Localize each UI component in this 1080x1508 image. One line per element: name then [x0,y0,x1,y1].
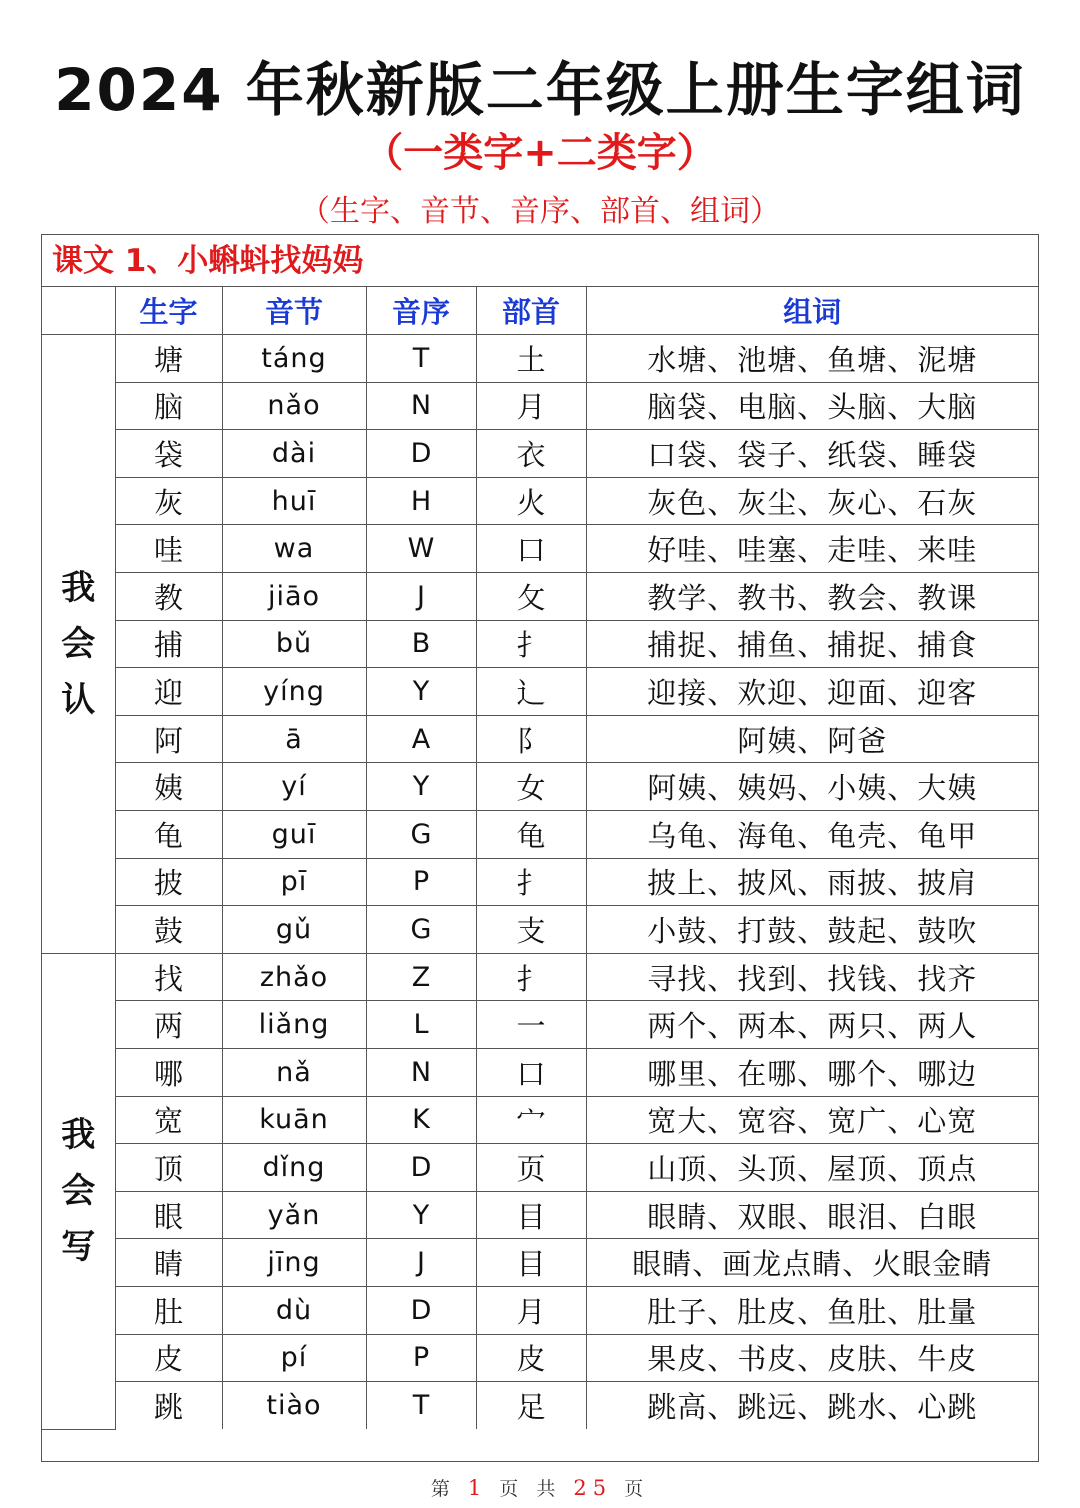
vocabulary-table [42,287,1038,1430]
cell-radical: 皮 [476,1334,586,1382]
table-row [42,430,1038,478]
cell-radical: 目 [476,1239,586,1287]
cell-words: 乌龟、海龟、龟壳、龟甲 [586,811,1038,859]
cell-pinyin: zhǎo [222,953,366,1001]
table-row [42,1096,1038,1144]
cell-radical: 辶 [476,668,586,716]
cell-words: 好哇、哇塞、走哇、来哇 [586,525,1038,573]
cell-pinyin: dǐng [222,1144,366,1192]
cell-radical: 女 [476,763,586,811]
cell-char: 哪 [115,1049,222,1097]
table-row [42,525,1038,573]
cell-pinyin: jiāo [222,573,366,621]
vocabulary-sheet [41,234,1039,1462]
cell-letter: K [366,1096,476,1144]
cell-pinyin: gǔ [222,906,366,954]
table-row [42,1001,1038,1049]
cell-pinyin: nǎo [222,382,366,430]
cell-words: 口袋、袋子、纸袋、睡袋 [586,430,1038,478]
footer-total-pages: 25 [573,1476,613,1500]
group-label-char: 写 [61,1227,96,1268]
cell-words: 教学、教书、教会、教课 [586,573,1038,621]
cell-letter: Y [366,1191,476,1239]
cell-radical: 扌 [476,858,586,906]
cell-radical: 支 [476,906,586,954]
page-subtitle: （一类字+二类字） [363,130,717,176]
cell-pinyin: huī [222,477,366,525]
cell-pinyin: táng [222,335,366,383]
cell-char: 披 [115,858,222,906]
table-row [42,858,1038,906]
cell-letter: N [366,382,476,430]
cell-words: 眼睛、双眼、眼泪、白眼 [586,1191,1038,1239]
cell-char: 龟 [115,811,222,859]
header-words: 组词 [586,287,1038,335]
cell-letter: N [366,1049,476,1097]
cell-pinyin: liǎng [222,1001,366,1049]
table-row [42,906,1038,954]
table-row [42,811,1038,859]
cell-pinyin: tiào [222,1382,366,1430]
cell-char: 宽 [115,1096,222,1144]
group-label-char: 会 [61,623,96,664]
table-row [42,715,1038,763]
table-row [42,668,1038,716]
table-row [42,1049,1038,1097]
cell-words: 果皮、书皮、皮肤、牛皮 [586,1334,1038,1382]
cell-letter: H [366,477,476,525]
cell-words: 阿姨、阿爸 [586,715,1038,763]
header-char: 生字 [115,287,222,335]
cell-radical: 月 [476,1286,586,1334]
page-title: 2024 年秋新版二年级上册生字组词 [54,56,1026,124]
cell-radical: 火 [476,477,586,525]
page-footer [0,1474,1080,1501]
cell-char: 袋 [115,430,222,478]
cell-words: 山顶、头顶、屋顶、顶点 [586,1144,1038,1192]
cell-radical: 扌 [476,620,586,668]
cell-words: 水塘、池塘、鱼塘、泥塘 [586,335,1038,383]
cell-pinyin: wa [222,525,366,573]
table-header-row [42,287,1038,335]
cell-letter: Y [366,763,476,811]
cell-letter: A [366,715,476,763]
cell-radical: 一 [476,1001,586,1049]
cell-pinyin: pí [222,1334,366,1382]
cell-pinyin: pī [222,858,366,906]
cell-pinyin: bǔ [222,620,366,668]
cell-char: 灰 [115,477,222,525]
table-row [42,620,1038,668]
cell-letter: B [366,620,476,668]
cell-char: 哇 [115,525,222,573]
cell-pinyin: yíng [222,668,366,716]
cell-letter: L [366,1001,476,1049]
group-label-char: 认 [61,679,96,720]
table-row [42,953,1038,1001]
group-label [42,335,115,954]
vocabulary-table-body [42,287,1038,1429]
cell-char: 教 [115,573,222,621]
cell-radical: 扌 [476,953,586,1001]
header-letter: 音序 [366,287,476,335]
cell-words: 迎接、欢迎、迎面、迎客 [586,668,1038,716]
table-row [42,1286,1038,1334]
cell-words: 宽大、宽容、宽广、心宽 [586,1096,1038,1144]
cell-char: 找 [115,953,222,1001]
cell-radical: 月 [476,382,586,430]
cell-radical: 衣 [476,430,586,478]
cell-pinyin: jīng [222,1239,366,1287]
cell-pinyin: ā [222,715,366,763]
cell-radical: 阝 [476,715,586,763]
cell-char: 两 [115,1001,222,1049]
cell-char: 鼓 [115,906,222,954]
cell-pinyin: dài [222,430,366,478]
table-row [42,335,1038,383]
cell-char: 姨 [115,763,222,811]
table-row [42,1191,1038,1239]
cell-letter: T [366,335,476,383]
table-row [42,1334,1038,1382]
cell-char: 睛 [115,1239,222,1287]
cell-char: 眼 [115,1191,222,1239]
cell-radical: 口 [476,1049,586,1097]
cell-radical: 土 [476,335,586,383]
cell-words: 披上、披风、雨披、披肩 [586,858,1038,906]
cell-words: 灰色、灰尘、灰心、石灰 [586,477,1038,525]
cell-letter: Z [366,953,476,1001]
table-row [42,763,1038,811]
cell-words: 两个、两本、两只、两人 [586,1001,1038,1049]
cell-char: 塘 [115,335,222,383]
cell-pinyin: nǎ [222,1049,366,1097]
cell-letter: G [366,811,476,859]
cell-pinyin: guī [222,811,366,859]
cell-letter: J [366,1239,476,1287]
cell-char: 顶 [115,1144,222,1192]
cell-words: 寻找、找到、找钱、找齐 [586,953,1038,1001]
cell-letter: P [366,858,476,906]
group-header-cell [42,287,115,335]
cell-char: 皮 [115,1334,222,1382]
cell-char: 跳 [115,1382,222,1430]
header-pinyin: 音节 [222,287,366,335]
cell-char: 迎 [115,668,222,716]
cell-letter: D [366,1144,476,1192]
cell-char: 阿 [115,715,222,763]
cell-char: 肚 [115,1286,222,1334]
table-row [42,1382,1038,1430]
cell-pinyin: dù [222,1286,366,1334]
footer-page-number: 1 [467,1476,488,1500]
cell-pinyin: kuān [222,1096,366,1144]
table-row [42,573,1038,621]
cell-letter: G [366,906,476,954]
cell-words: 跳高、跳远、跳水、心跳 [586,1382,1038,1430]
cell-words: 捕捉、捕鱼、捕捉、捕食 [586,620,1038,668]
cell-words: 脑袋、电脑、头脑、大脑 [586,382,1038,430]
cell-pinyin: yǎn [222,1191,366,1239]
cell-words: 眼睛、画龙点睛、火眼金睛 [586,1239,1038,1287]
table-row [42,1239,1038,1287]
cell-words: 肚子、肚皮、鱼肚、肚量 [586,1286,1038,1334]
cell-radical: 攵 [476,573,586,621]
cell-letter: J [366,573,476,621]
cell-radical: 宀 [476,1096,586,1144]
footer-suffix: 页 [624,1478,650,1500]
lesson-title: 课文 1、小蝌蚪找妈妈 [42,235,1038,287]
cell-words: 小鼓、打鼓、鼓起、鼓吹 [586,906,1038,954]
cell-radical: 足 [476,1382,586,1430]
group-label-char: 我 [61,1115,96,1156]
cell-letter: D [366,1286,476,1334]
group-label-char: 我 [61,567,96,608]
table-row [42,382,1038,430]
cell-radical: 页 [476,1144,586,1192]
footer-middle: 页 共 [499,1478,562,1500]
header-radical: 部首 [476,287,586,335]
cell-letter: T [366,1382,476,1430]
cell-letter: D [366,430,476,478]
table-row [42,477,1038,525]
cell-char: 脑 [115,382,222,430]
column-legend: （生字、音节、音序、部首、组词） [300,194,780,229]
cell-radical: 龟 [476,811,586,859]
cell-words: 哪里、在哪、哪个、哪边 [586,1049,1038,1097]
cell-pinyin: yí [222,763,366,811]
cell-char: 捕 [115,620,222,668]
footer-prefix: 第 [430,1478,456,1500]
cell-letter: Y [366,668,476,716]
group-label [42,953,115,1429]
cell-letter: P [366,1334,476,1382]
cell-radical: 目 [476,1191,586,1239]
group-label-char: 会 [61,1171,96,1212]
cell-letter: W [366,525,476,573]
cell-words: 阿姨、姨妈、小姨、大姨 [586,763,1038,811]
cell-radical: 口 [476,525,586,573]
table-row [42,1144,1038,1192]
